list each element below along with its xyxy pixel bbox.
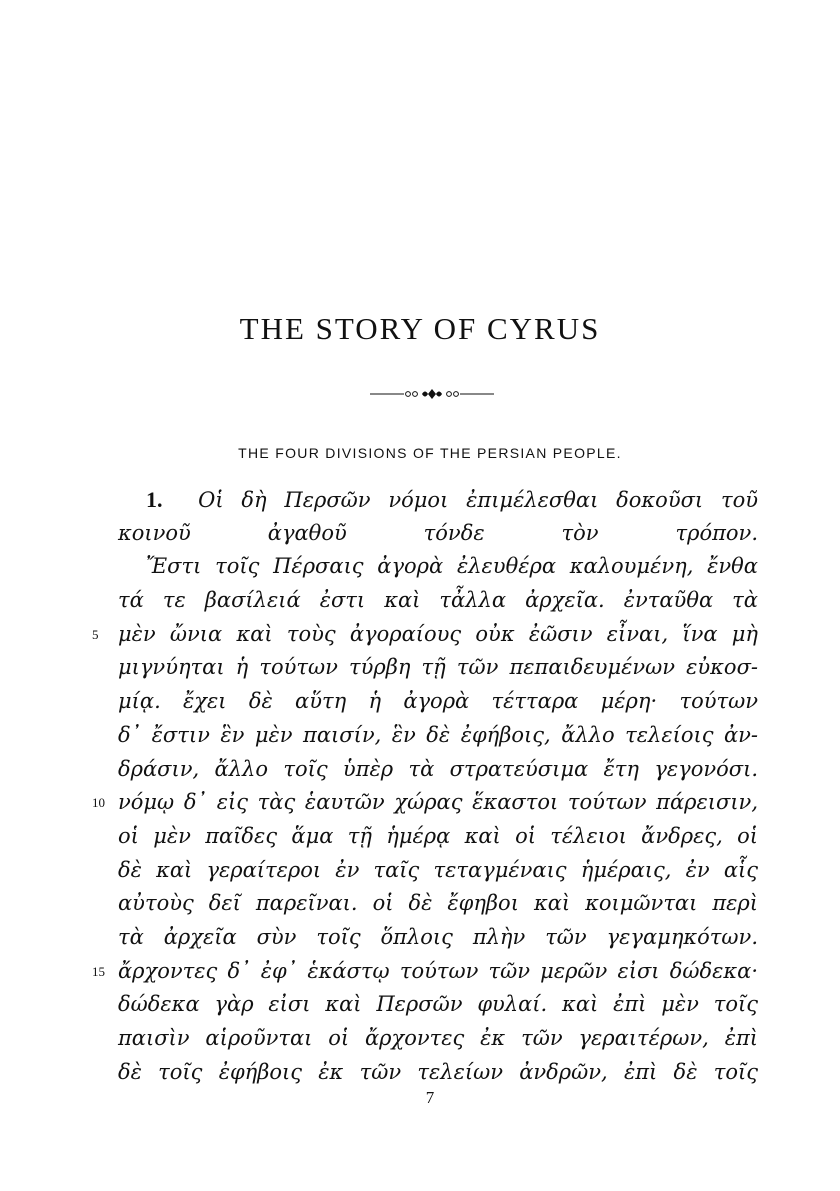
text-line <box>118 887 758 921</box>
text-line <box>92 618 758 652</box>
text-line <box>118 584 758 618</box>
line-text: οἱ μὲν παῖδες ἅμα τῇ ἡμέρᾳ καὶ οἱ τέλειοι ἄνδρες, οἱ <box>118 823 758 848</box>
line-text: τά τε βασίλειά ἐστι καὶ τἆλλα ἀρχεῖα. ἐνταῦθα τὰ <box>118 588 758 613</box>
line-number: 15 <box>92 963 105 979</box>
line-text: Ἔστι τοῖς Πέρσαις ἀγορὰ ἐλευθέρα καλουμένη, ἔνθα <box>146 554 758 579</box>
line-text: μίᾳ. ἔχει δὲ αὕτη ἡ ἀγορὰ τέτταρα μέρη· τούτων <box>118 689 758 714</box>
line-text: ἄρχοντες δ᾽ ἐφ᾽ ἑκάστῳ τούτων τῶν μερῶν εἰσι δώδεκα· <box>118 958 758 983</box>
text-line <box>118 550 758 584</box>
ornament-divider <box>370 386 494 402</box>
text-line <box>118 719 758 753</box>
line-text: δράσιν, ἄλλο τοῖς ὑπὲρ τὰ στρατεύσιμα ἔτη γεγονόσι. <box>118 756 758 781</box>
line-text: Οἱ δὴ Περσῶν νόμοι ἐπιμέλεσθαι δοκοῦσι τοῦ <box>198 488 758 512</box>
text-line <box>118 921 758 955</box>
line-number: 5 <box>92 626 99 642</box>
section-heading: THE FOUR DIVISIONS OF THE PERSIAN PEOPLE. <box>238 445 622 461</box>
line-text: νόμῳ δ᾽ εἰς τὰς ἑαυτῶν χώρας ἕκαστοι τούτων πάρεισιν, <box>118 790 758 815</box>
text-line <box>118 1022 758 1056</box>
text-line <box>118 988 758 1022</box>
line-text: μὲν ὤνια καὶ τοὺς ἀγοραίους οὐκ ἐῶσιν εἶναι, ἵνα μὴ <box>118 621 758 646</box>
text-line <box>118 1056 758 1090</box>
text-line <box>118 517 758 551</box>
line-text: τὰ ἀρχεῖα σὺν τοῖς ὅπλοις πλὴν τῶν γεγαμηκότων. <box>118 924 758 949</box>
text-line <box>92 955 758 989</box>
text-line <box>118 651 758 685</box>
line-text: δὲ καὶ γεραίτεροι ἐν ταῖς τεταγμέναις ἡμέραις, ἐν αἷς <box>118 857 758 882</box>
paragraph-number: 1. <box>146 487 163 512</box>
line-text: δὲ τοῖς ἐφήβοις ἐκ τῶν τελείων ἀνδρῶν, ἐπὶ δὲ τοῖς <box>118 1059 758 1084</box>
line-text: παισὶν αἱροῦνται οἱ ἄρχοντες ἐκ τῶν γεραιτέρων, ἐπὶ <box>118 1026 758 1050</box>
text-line <box>118 483 758 517</box>
text-line <box>118 854 758 888</box>
line-text: κοινοῦ ἀγαθοῦ τόνδε τὸν τρόπον. <box>118 520 758 545</box>
text-line <box>118 820 758 854</box>
line-number: 10 <box>92 795 105 811</box>
text-line <box>118 753 758 787</box>
line-text: αὐτοὺς δεῖ παρεῖναι. οἱ δὲ ἔφηβοι καὶ κοιμῶνται περὶ <box>118 891 758 916</box>
text-line <box>92 786 758 820</box>
greek-text-body <box>92 483 758 1089</box>
page-number: 7 <box>425 1088 435 1107</box>
line-text: δ᾽ ἔστιν ἓν μὲν παισίν, ἓν δὲ ἐφήβοις, ἄλλο τελείοις ἀν- <box>118 722 758 747</box>
line-text: μιγνύηται ἡ τούτων τύρβη τῇ τῶν πεπαιδευμένων εὐκοσ- <box>118 655 758 680</box>
page-title: THE STORY OF CYRUS <box>239 311 601 346</box>
text-line <box>118 685 758 719</box>
line-text: δώδεκα γὰρ εἰσι καὶ Περσῶν φυλαί. καὶ ἐπὶ μὲν τοῖς <box>118 992 758 1017</box>
